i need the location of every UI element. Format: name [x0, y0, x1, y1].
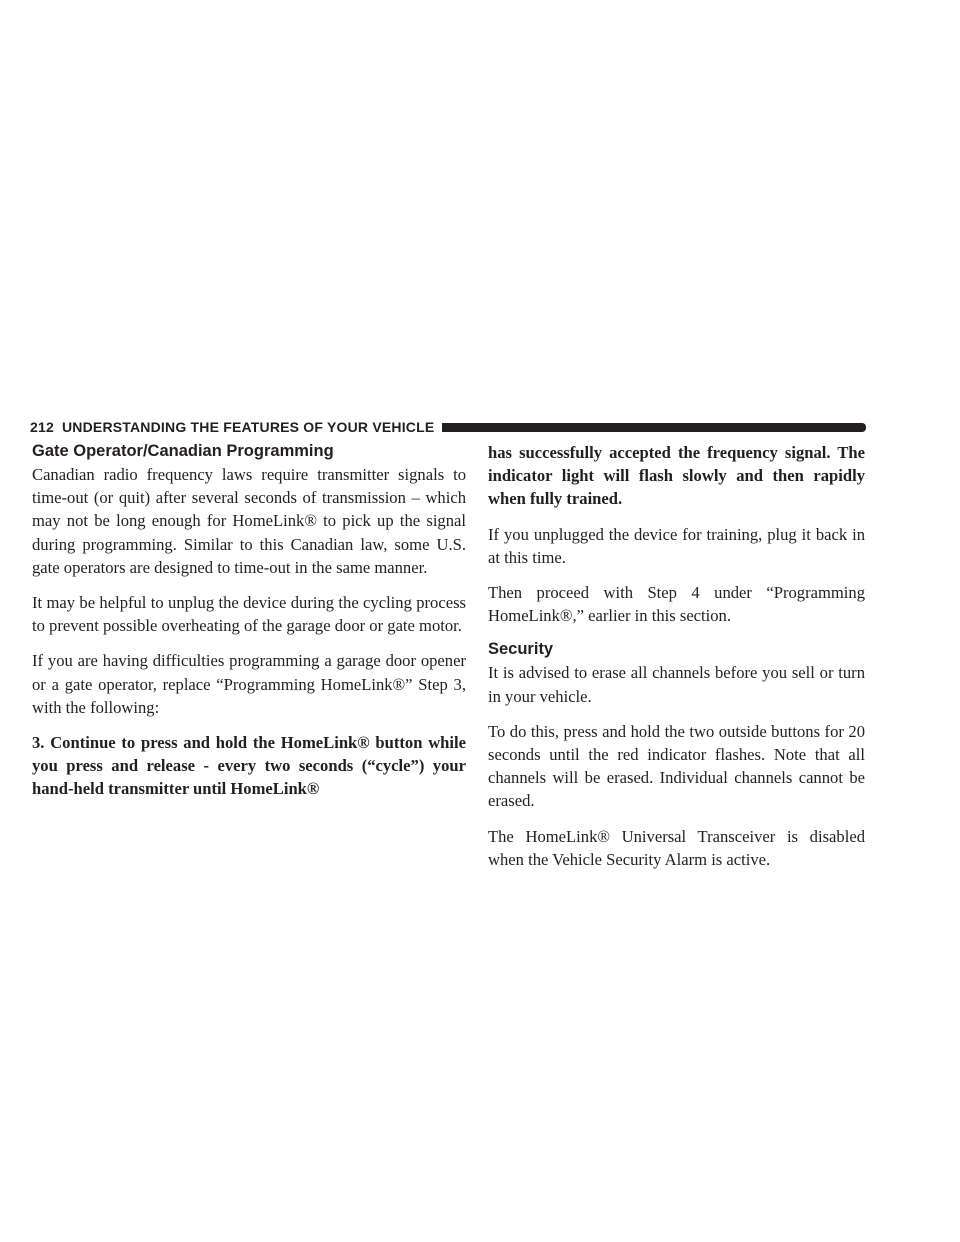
paragraph-transceiver-disabled: The HomeLink® Universal Transceiver is disabled when the Vehicle Security Alarm is active.	[488, 826, 865, 869]
paragraph-unplug-device: It may be helpful to unplug the device during the cycling process to prevent possible overheating of the garage door or gate motor.	[32, 593, 466, 636]
step-three-continued: has successfully accepted the frequency signal. The indicator light will flash slowly and then rapidly when fully trained.	[488, 443, 865, 509]
page-header	[30, 418, 866, 436]
step-three-text: 3. Continue to press and hold the HomeLink® button while you press and release - every two seconds (“cycle”) your hand-held transmitter until HomeLink®	[32, 733, 466, 799]
section-heading-gate-operator: Gate Operator/Canadian Programming	[32, 442, 334, 460]
header-rule-bar	[442, 423, 866, 432]
section-heading-security: Security	[488, 640, 554, 659]
paragraph-erase-channels: It is advised to erase all channels before you sell or turn in your vehicle.	[488, 663, 865, 706]
chapter-title: UNDERSTANDING THE FEATURES OF YOUR VEHICLE	[61, 419, 435, 435]
right-column	[488, 441, 865, 883]
paragraph-canadian-laws: Canadian radio frequency laws require transmitter signals to time-out (or quit) after several seconds of transmission – which may not be long enough for HomeLink® to pick up the signal during programming. Similar to this Canadian law, some U.S. gate operators are designed to time-out in the same manner.	[32, 465, 466, 577]
paragraph-proceed-step-four: Then proceed with Step 4 under “Programming HomeLink®,” earlier in this section.	[488, 583, 865, 626]
paragraph-press-hold: To do this, press and hold the two outside buttons for 20 seconds until the red indicator flashes. Note that all channels will be erased. Individual channels cannot be erased.	[488, 721, 865, 811]
page-number: 212	[30, 419, 54, 435]
paragraph-difficulties: If you are having difficulties programming a garage door opener or a gate operator, replace “Programming HomeLink®” Step 3, with the following:	[32, 651, 466, 717]
paragraph-plug-back: If you unplugged the device for training, plug it back in at this time.	[488, 524, 865, 567]
left-column	[32, 441, 466, 813]
